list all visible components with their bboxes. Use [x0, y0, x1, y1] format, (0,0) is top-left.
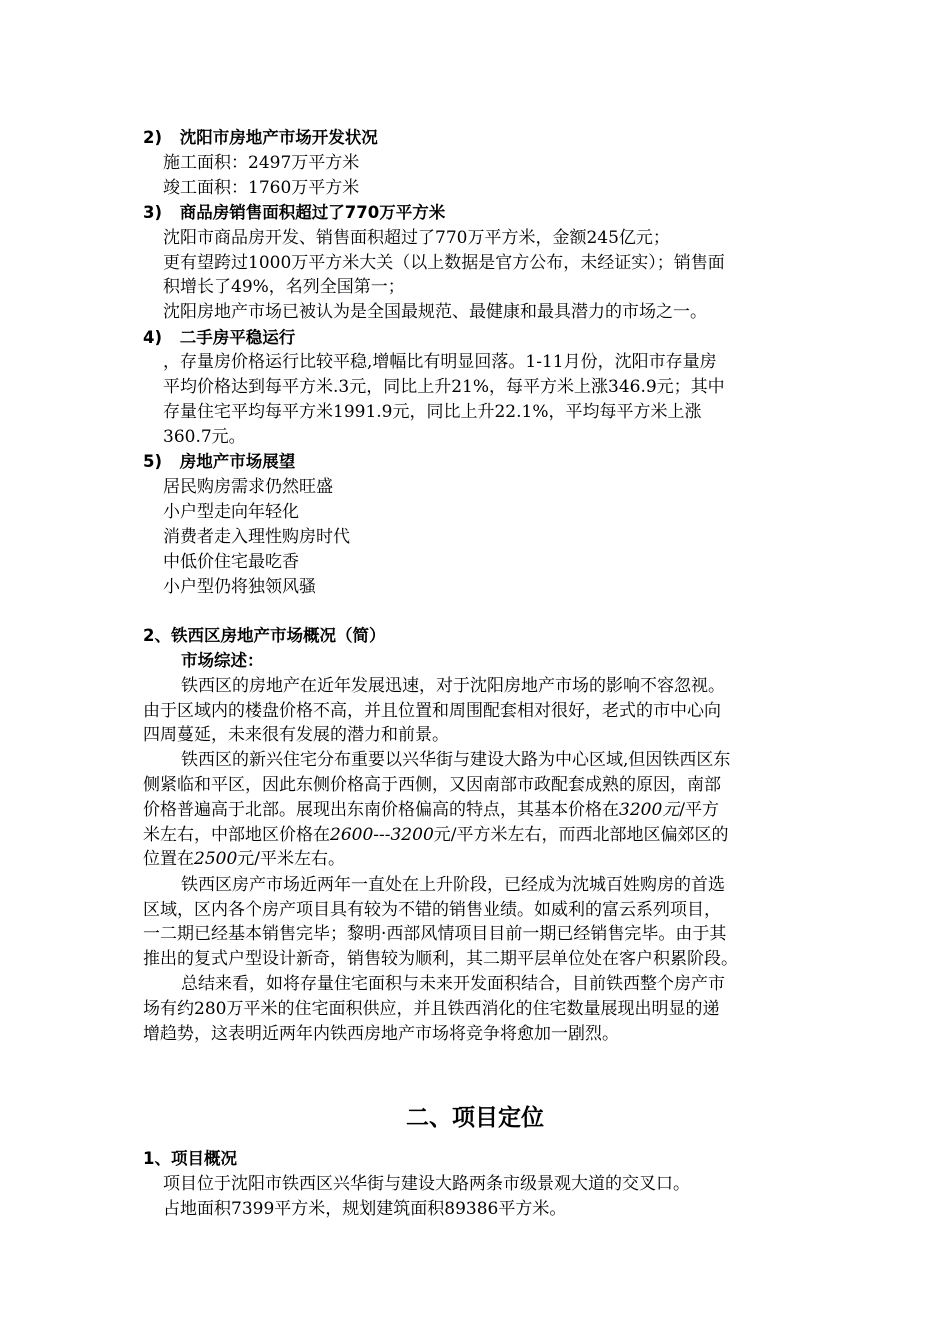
text-line: 更有望跨过1000万平方米大关（以上数据是官方公布，未经证实）；销售面	[163, 253, 725, 273]
section-number: 5)	[143, 452, 163, 471]
section-heading	[143, 451, 295, 473]
section-number: 4)	[143, 328, 163, 347]
paragraph-line: 铁西区的房地产在近年发展迅速，对于沈阳房地产市场的影响不容忽视。	[181, 676, 725, 696]
section-title: 二手房平稳运行	[179, 328, 296, 347]
subsection-title: 市场综述：	[181, 651, 264, 670]
section-title: 沈阳市房地产市场开发状况	[179, 128, 378, 147]
list-item: 消费者走入理性购房时代	[163, 527, 350, 547]
text-span: 价格普遍高于北部。展现出东南价格偏高的特点，其基本价格在	[143, 800, 619, 820]
list-item: 中低价住宅最吃香	[163, 552, 299, 572]
paragraph-line: 区域，区内各个房产项目具有较为不错的销售业绩。如威利的富云系列项目，	[143, 900, 721, 920]
paragraph-line: 由于区域内的楼盘价格不高，并且位置和周围配套相对很好，老式的市中心向	[143, 701, 721, 721]
text-line: ，存量房价格运行比较平稳,增幅比有明显回落。1-11月份，沈阳市存量房	[163, 352, 717, 372]
section-number: 3)	[143, 203, 163, 222]
text-line: 360.7元。	[163, 427, 246, 447]
paragraph-line: 铁西区的新兴住宅分布重要以兴华街与建设大路为中心区域,但因铁西区东	[181, 750, 731, 770]
paragraph-line	[143, 824, 729, 846]
list-item: 小户型走向年轻化	[163, 502, 299, 522]
section-title: 房地产市场展望	[179, 452, 296, 471]
price-value: 3200元	[619, 800, 680, 820]
paragraph-line: 总结来看，如将存量住宅面积与未来开发面积结合，目前铁西整个房产市	[181, 974, 725, 994]
text-span: 位置在	[143, 849, 194, 869]
section-number: 2)	[143, 128, 163, 147]
paragraph-line	[143, 848, 345, 870]
paragraph-line: 推出的复式户型设计新奇，销售较为顺利，其二期平层单位处在客户积累阶段。	[143, 949, 738, 969]
paragraph-line: 增趋势，这表明近两年内铁西房地产市场将竞争将愈加一剧烈。	[143, 1024, 619, 1044]
chapter-heading: 二、项目定位	[406, 1105, 544, 1131]
paragraph-line: 四周蔓延，未来很有发展的潜力和前景。	[143, 725, 449, 745]
paragraph-line: 铁西区房产市场近两年一直处在上升阶段，已经成为沈城百姓购房的首选	[181, 875, 725, 895]
paragraph-line: 场有约280万平米的住宅面积供应，并且铁西消化的住宅数量展现出明显的递	[143, 999, 720, 1019]
text-line: 存量住宅平均每平方米1991.9元，同比上升22.1%，平均每平方米上涨	[163, 402, 702, 422]
section-title: 2、铁西区房地产市场概况（简）	[143, 626, 386, 645]
text-line: 沈阳房地产市场已被认为是全国最规范、最健康和最具潜力的市场之一。	[163, 302, 707, 322]
text-span: 元/平方米左右，而西北部地区偏郊区的	[433, 825, 729, 845]
paragraph-line: 一二期已经基本销售完毕；黎明·西部风情项目目前一期已经销售完毕。由于其	[143, 924, 727, 944]
text-span: /平方	[679, 800, 719, 820]
price-value: 2600---3200	[330, 825, 434, 845]
text-line: 项目位于沈阳市铁西区兴华街与建设大路两条市级景观大道的交叉口。	[163, 1174, 690, 1194]
paragraph-line: 侧紧临和平区，因此东侧价格高于西侧，又因南部市政配套成熟的原因，南部	[143, 775, 721, 795]
section-title: 1、项目概况	[143, 1149, 237, 1168]
section-title: 商品房销售面积超过了770万平方米	[179, 203, 446, 222]
text-line: 占地面积7399平方米，规划建筑面积89386平方米。	[163, 1199, 567, 1219]
section-heading	[143, 202, 445, 224]
text-line: 平均价格达到每平方米.3元，同比上升21%，每平方米上涨346.9元；其中	[163, 377, 725, 397]
text-span: 元/平米左右。	[237, 849, 345, 869]
text-line: 施工面积：2497万平方米	[163, 153, 360, 173]
section-heading	[143, 327, 295, 349]
text-line: 沈阳市商品房开发、销售面积超过了770万平方米，金额245亿元；	[163, 228, 670, 248]
list-item: 居民购房需求仍然旺盛	[163, 477, 333, 497]
text-line: 积增长了49%，名列全国第一；	[163, 277, 405, 297]
section-heading	[143, 127, 378, 149]
text-span: 米左右，中部地区价格在	[143, 825, 330, 845]
list-item: 小户型仍将独领风骚	[163, 577, 316, 597]
text-line: 竣工面积：1760万平方米	[163, 178, 360, 198]
paragraph-line	[143, 799, 719, 821]
price-value: 2500	[194, 849, 238, 869]
